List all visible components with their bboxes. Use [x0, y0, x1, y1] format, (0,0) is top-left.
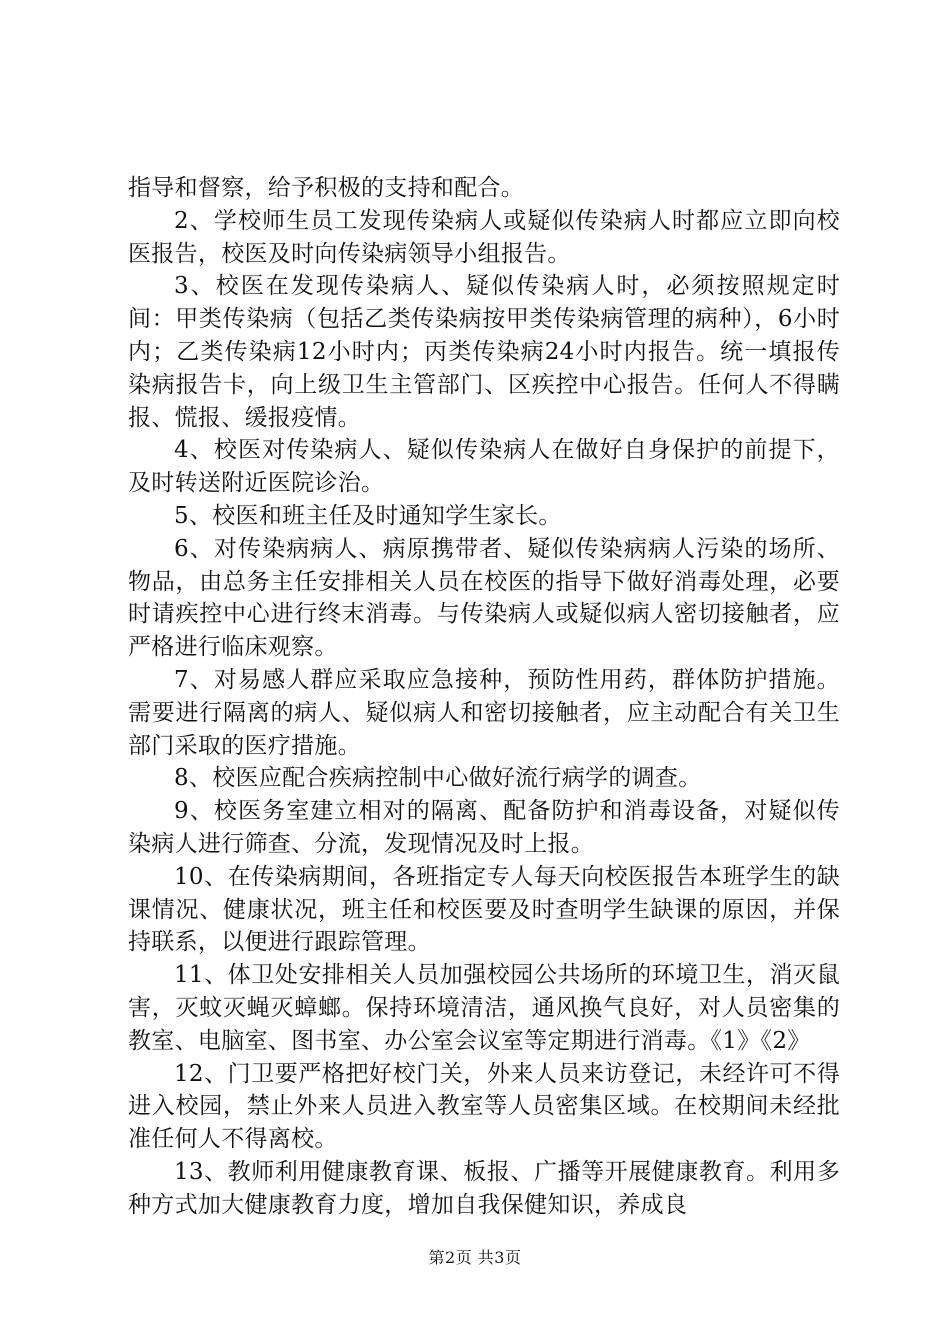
paragraph-4: 4、校医对传染病人、疑似传染病人在做好自身保护的前提下，及时转送附近医院诊治。 [128, 437, 840, 497]
paragraph-10: 10、在传染病期间，各班指定专人每天向校医报告本班学生的缺课情况、健康状况，班主任和校医要及时查明学生缺课的原因，并保持联系，以便进行跟踪管理。 [128, 863, 840, 956]
paragraph-13: 13、教师利用健康教育课、板报、广播等开展健康教育。利用多种方式加大健康教育力度，增加自我保健知识，养成良 [128, 1158, 840, 1218]
paragraph-3: 3、校医在发现传染病人、疑似传染病人时，必须按照规定时间：甲类传染病（包括乙类传染病按甲类传染病管理的病种），6小时内；乙类传染病12小时内；丙类传染病24小时内报告。统一填报传染病报告卡，向上级卫生主管部门、区疾控中心报告。任何人不得瞒报、慌报、缓报疫情。 [128, 273, 840, 431]
document-body [128, 172, 840, 1222]
page-number-footer: 第2页 共3页 [428, 1248, 522, 1267]
paragraph-2: 2、学校师生员工发现传染病人或疑似传染病人时都应立即向校医报告，校医及时向传染病领导小组报告。 [128, 207, 840, 267]
paragraph-7: 7、对易感人群应采取应急接种，预防性用药，群体防护措施。需要进行隔离的病人、疑似病人和密切接触者，应主动配合有关卫生部门采取的医疗措施。 [128, 666, 840, 759]
paragraph-5: 5、校医和班主任及时通知学生家长。 [174, 502, 562, 529]
paragraph-9: 9、校医务室建立相对的隔离、配备防护和消毒设备，对疑似传染病人进行筛查、分流，发现情况及时上报。 [128, 798, 840, 857]
paragraph-11: 11、体卫处安排相关人员加强校园公共场所的环境卫生，消灭鼠害，灭蚊灭蝇灭蟑螂。保持环境清洁，通风换气良好，对人员密集的教室、电脑室、图书室、办公室会议室等定期进行消毒。《1》《2》 [128, 962, 840, 1054]
paragraph-6: 6、对传染病病人、病原携带者、疑似传染病病人污染的场所、物品，由总务主任安排相关人员在校医的指导下做好消毒处理，必要时请疾控中心进行终末消毒。与传染病人或疑似病人密切接触者，应严格进行临床观察。 [128, 535, 840, 661]
paragraph-8: 8、校医应配合疾病控制中心做好流行病学的调查。 [174, 765, 702, 792]
paragraph-12: 12、门卫要严格把好校门关，外来人员来访登记，未经许可不得进入校园，禁止外来人员进入教室等人员密集区域。在校期间未经批准任何人不得离校。 [128, 1060, 840, 1153]
paragraph-1: 指导和督察，给予积极的支持和配合。 [128, 175, 525, 201]
